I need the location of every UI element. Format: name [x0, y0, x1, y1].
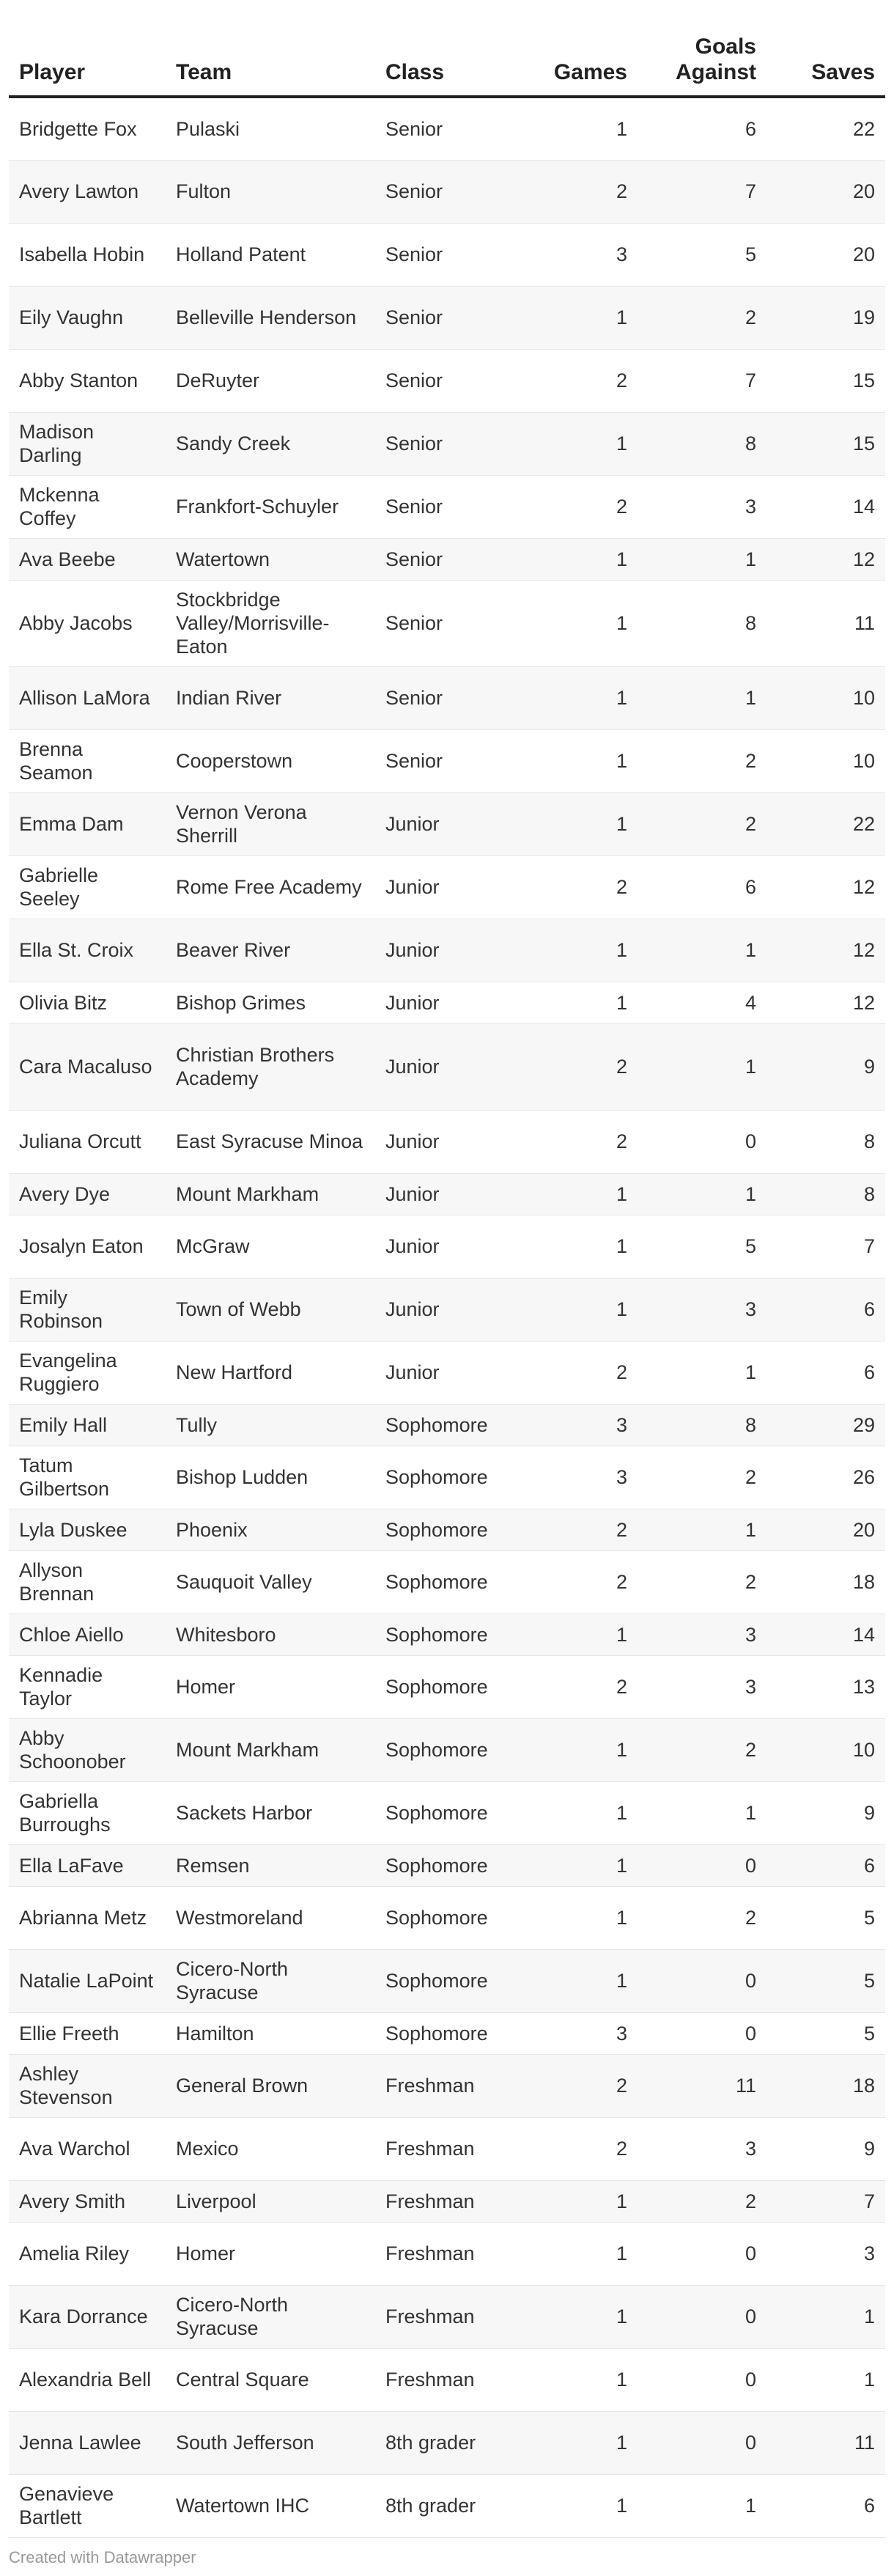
cell-games: 2	[514, 1341, 638, 1404]
cell-team: DeRuyter	[166, 349, 375, 412]
header-saves[interactable]: Saves	[766, 21, 885, 97]
cell-class: Junior	[375, 1341, 514, 1404]
cell-class: Junior	[375, 1023, 514, 1110]
cell-goals-against: 2	[638, 729, 766, 792]
cell-class: Freshman	[375, 2054, 514, 2117]
cell-team: East Syracuse Minoa	[166, 1110, 375, 1173]
cell-class: 8th grader	[375, 2411, 514, 2474]
cell-class: Junior	[375, 982, 514, 1023]
cell-goals-against: 1	[638, 1341, 766, 1404]
cell-player: Brenna Seamon	[9, 729, 166, 792]
cell-player: Tatum Gilbertson	[9, 1446, 166, 1509]
cell-goals-against: 1	[638, 919, 766, 982]
cell-team: Watertown	[166, 538, 375, 580]
cell-goals-against: 1	[638, 2474, 766, 2537]
cell-games: 1	[514, 97, 638, 160]
cell-saves: 19	[766, 286, 885, 349]
cell-team: Cooperstown	[166, 729, 375, 792]
cell-player: Olivia Bitz	[9, 982, 166, 1023]
table-row	[9, 2222, 885, 2285]
cell-saves: 14	[766, 475, 885, 538]
cell-player: Mckenna Coffey	[9, 475, 166, 538]
cell-team: Watertown IHC	[166, 2474, 375, 2537]
table-row	[9, 2285, 885, 2348]
cell-team: Christian Brothers Academy	[166, 1023, 375, 1110]
header-games[interactable]: Games	[514, 21, 638, 97]
table-row	[9, 475, 885, 538]
cell-goals-against: 2	[638, 1886, 766, 1949]
table-row	[9, 1949, 885, 2012]
cell-team: Fulton	[166, 160, 375, 223]
cell-games: 1	[514, 1215, 638, 1278]
cell-goals-against: 2	[638, 1446, 766, 1509]
cell-saves: 7	[766, 1215, 885, 1278]
cell-class: Senior	[375, 475, 514, 538]
cell-team: Central Square	[166, 2348, 375, 2411]
cell-player: Ava Beebe	[9, 538, 166, 580]
table-row	[9, 538, 885, 580]
cell-saves: 7	[766, 2180, 885, 2222]
cell-saves: 15	[766, 349, 885, 412]
cell-team: Remsen	[166, 1844, 375, 1886]
cell-team: Sackets Harbor	[166, 1781, 375, 1844]
cell-class: Sophomore	[375, 1404, 514, 1446]
cell-goals-against: 0	[638, 1844, 766, 1886]
cell-goals-against: 7	[638, 349, 766, 412]
cell-player: Emma Dam	[9, 792, 166, 855]
cell-team: Frankfort-Schuyler	[166, 475, 375, 538]
cell-player: Avery Lawton	[9, 160, 166, 223]
cell-saves: 6	[766, 1341, 885, 1404]
cell-player: Ella LaFave	[9, 1844, 166, 1886]
cell-player: Genavieve Bartlett	[9, 2474, 166, 2537]
cell-saves: 26	[766, 1446, 885, 1509]
cell-player: Abby Schoonober	[9, 1718, 166, 1781]
cell-team: Homer	[166, 1655, 375, 1718]
cell-goals-against: 1	[638, 666, 766, 729]
cell-player: Kara Dorrance	[9, 2285, 166, 2348]
cell-games: 2	[514, 855, 638, 919]
cell-goals-against: 2	[638, 2180, 766, 2222]
cell-team: Bishop Ludden	[166, 1446, 375, 1509]
cell-games: 1	[514, 412, 638, 475]
cell-saves: 14	[766, 1613, 885, 1655]
cell-saves: 3	[766, 2222, 885, 2285]
cell-class: Senior	[375, 538, 514, 580]
cell-team: Bishop Grimes	[166, 982, 375, 1023]
cell-saves: 6	[766, 1844, 885, 1886]
cell-saves: 12	[766, 855, 885, 919]
cell-player: Allyson Brennan	[9, 1550, 166, 1613]
cell-goals-against: 3	[638, 1613, 766, 1655]
table-row	[9, 580, 885, 666]
cell-goals-against: 3	[638, 1655, 766, 1718]
cell-class: Senior	[375, 729, 514, 792]
table-row	[9, 1215, 885, 1278]
cell-saves: 9	[766, 1023, 885, 1110]
cell-player: Gabrielle Seeley	[9, 855, 166, 919]
cell-saves: 20	[766, 160, 885, 223]
cell-games: 3	[514, 2012, 638, 2054]
cell-player: Madison Darling	[9, 412, 166, 475]
cell-player: Josalyn Eaton	[9, 1215, 166, 1278]
cell-team: Holland Patent	[166, 223, 375, 286]
cell-saves: 1	[766, 2348, 885, 2411]
cell-team: Liverpool	[166, 2180, 375, 2222]
cell-goals-against: 3	[638, 475, 766, 538]
cell-saves: 20	[766, 223, 885, 286]
cell-class: Junior	[375, 1215, 514, 1278]
cell-saves: 12	[766, 982, 885, 1023]
cell-team: Indian River	[166, 666, 375, 729]
table-row	[9, 1655, 885, 1718]
table-row	[9, 286, 885, 349]
cell-goals-against: 0	[638, 1949, 766, 2012]
cell-saves: 5	[766, 1886, 885, 1949]
cell-games: 1	[514, 2285, 638, 2348]
cell-player: Evangelina Ruggiero	[9, 1341, 166, 1404]
cell-saves: 13	[766, 1655, 885, 1718]
header-class[interactable]: Class	[375, 21, 514, 97]
cell-class: Sophomore	[375, 1718, 514, 1781]
cell-goals-against: 0	[638, 2222, 766, 2285]
cell-saves: 6	[766, 1278, 885, 1341]
table-row	[9, 1718, 885, 1781]
cell-team: Town of Webb	[166, 1278, 375, 1341]
table-row	[9, 792, 885, 855]
cell-saves: 18	[766, 1550, 885, 1613]
cell-player: Natalie LaPoint	[9, 1949, 166, 2012]
table-row	[9, 2012, 885, 2054]
table-row	[9, 1023, 885, 1110]
cell-player: Emily Robinson	[9, 1278, 166, 1341]
table-row	[9, 1173, 885, 1215]
cell-games: 1	[514, 666, 638, 729]
table-row	[9, 1886, 885, 1949]
cell-team: Mexico	[166, 2117, 375, 2180]
cell-goals-against: 6	[638, 97, 766, 160]
table-row	[9, 855, 885, 919]
cell-goals-against: 3	[638, 1278, 766, 1341]
cell-player: Ava Warchol	[9, 2117, 166, 2180]
cell-goals-against: 0	[638, 1110, 766, 1173]
table-row	[9, 412, 885, 475]
cell-goals-against: 5	[638, 223, 766, 286]
cell-saves: 10	[766, 729, 885, 792]
cell-class: Senior	[375, 412, 514, 475]
cell-goals-against: 4	[638, 982, 766, 1023]
cell-player: Allison LaMora	[9, 666, 166, 729]
cell-games: 1	[514, 1173, 638, 1215]
table-header	[9, 21, 885, 97]
cell-goals-against: 0	[638, 2348, 766, 2411]
cell-goals-against: 8	[638, 580, 766, 666]
cell-player: Kennadie Taylor	[9, 1655, 166, 1718]
cell-class: Senior	[375, 666, 514, 729]
cell-team: Tully	[166, 1404, 375, 1446]
cell-goals-against: 1	[638, 1023, 766, 1110]
cell-team: Mount Markham	[166, 1173, 375, 1215]
table-row	[9, 97, 885, 160]
cell-games: 1	[514, 1278, 638, 1341]
cell-team: Hamilton	[166, 2012, 375, 2054]
cell-saves: 8	[766, 1110, 885, 1173]
cell-goals-against: 3	[638, 2117, 766, 2180]
cell-goals-against: 6	[638, 855, 766, 919]
cell-games: 3	[514, 223, 638, 286]
cell-games: 2	[514, 2117, 638, 2180]
cell-saves: 22	[766, 792, 885, 855]
cell-goals-against: 7	[638, 160, 766, 223]
table-row	[9, 2117, 885, 2180]
cell-class: Freshman	[375, 2117, 514, 2180]
cell-games: 1	[514, 580, 638, 666]
table-row	[9, 160, 885, 223]
cell-team: Whitesboro	[166, 1613, 375, 1655]
cell-team: General Brown	[166, 2054, 375, 2117]
cell-player: Ella St. Croix	[9, 919, 166, 982]
cell-team: New Hartford	[166, 1341, 375, 1404]
cell-class: Senior	[375, 580, 514, 666]
cell-team: Cicero-North Syracuse	[166, 1949, 375, 2012]
cell-class: Junior	[375, 919, 514, 982]
cell-player: Chloe Aiello	[9, 1613, 166, 1655]
header-team[interactable]: Team	[166, 21, 375, 97]
cell-player: Isabella Hobin	[9, 223, 166, 286]
cell-class: Sophomore	[375, 1949, 514, 2012]
cell-player: Ellie Freeth	[9, 2012, 166, 2054]
header-row	[9, 21, 885, 97]
cell-team: Mount Markham	[166, 1718, 375, 1781]
table-row	[9, 1404, 885, 1446]
cell-player: Avery Smith	[9, 2180, 166, 2222]
cell-saves: 8	[766, 1173, 885, 1215]
cell-saves: 10	[766, 1718, 885, 1781]
cell-player: Alexandria Bell	[9, 2348, 166, 2411]
cell-team: McGraw	[166, 1215, 375, 1278]
cell-games: 2	[514, 1110, 638, 1173]
table-row	[9, 1278, 885, 1341]
cell-class: Sophomore	[375, 1550, 514, 1613]
cell-player: Cara Macaluso	[9, 1023, 166, 1110]
cell-class: Junior	[375, 1110, 514, 1173]
cell-class: Sophomore	[375, 1781, 514, 1844]
cell-team: Phoenix	[166, 1509, 375, 1550]
table-row	[9, 2348, 885, 2411]
table-row	[9, 1509, 885, 1550]
cell-games: 3	[514, 1446, 638, 1509]
cell-saves: 5	[766, 2012, 885, 2054]
cell-class: Senior	[375, 286, 514, 349]
cell-team: Cicero-North Syracuse	[166, 2285, 375, 2348]
cell-games: 1	[514, 1949, 638, 2012]
cell-saves: 11	[766, 2411, 885, 2474]
cell-goals-against: 8	[638, 1404, 766, 1446]
cell-goals-against: 1	[638, 1781, 766, 1844]
cell-class: Freshman	[375, 2285, 514, 2348]
cell-games: 1	[514, 792, 638, 855]
cell-class: Sophomore	[375, 1446, 514, 1509]
cell-team: Sauquoit Valley	[166, 1550, 375, 1613]
table-row	[9, 1550, 885, 1613]
cell-goals-against: 11	[638, 2054, 766, 2117]
cell-saves: 9	[766, 2117, 885, 2180]
cell-games: 2	[514, 2054, 638, 2117]
header-goals-against[interactable]: Goals Against	[638, 21, 766, 97]
cell-games: 2	[514, 1509, 638, 1550]
cell-games: 2	[514, 1550, 638, 1613]
cell-class: Sophomore	[375, 1844, 514, 1886]
table-row	[9, 349, 885, 412]
cell-games: 1	[514, 1844, 638, 1886]
cell-player: Abrianna Metz	[9, 1886, 166, 1949]
cell-games: 2	[514, 1023, 638, 1110]
table-row	[9, 1110, 885, 1173]
cell-games: 3	[514, 1404, 638, 1446]
table-row	[9, 2411, 885, 2474]
cell-player: Avery Dye	[9, 1173, 166, 1215]
cell-goals-against: 2	[638, 1718, 766, 1781]
cell-games: 1	[514, 1718, 638, 1781]
cell-player: Abby Jacobs	[9, 580, 166, 666]
cell-saves: 20	[766, 1509, 885, 1550]
cell-class: Sophomore	[375, 1655, 514, 1718]
cell-games: 1	[514, 538, 638, 580]
cell-player: Eily Vaughn	[9, 286, 166, 349]
cell-saves: 29	[766, 1404, 885, 1446]
cell-goals-against: 2	[638, 792, 766, 855]
cell-goals-against: 2	[638, 1550, 766, 1613]
table-row	[9, 2180, 885, 2222]
cell-saves: 6	[766, 2474, 885, 2537]
cell-class: Senior	[375, 97, 514, 160]
table-body	[9, 97, 885, 2537]
table-row	[9, 919, 885, 982]
cell-games: 1	[514, 2474, 638, 2537]
cell-games: 2	[514, 160, 638, 223]
cell-saves: 5	[766, 1949, 885, 2012]
cell-games: 1	[514, 2180, 638, 2222]
table-row	[9, 1844, 885, 1886]
table-row	[9, 1341, 885, 1404]
cell-player: Gabriella Burroughs	[9, 1781, 166, 1844]
cell-saves: 12	[766, 919, 885, 982]
table-row	[9, 2054, 885, 2117]
header-player[interactable]: Player	[9, 21, 166, 97]
cell-goals-against: 8	[638, 412, 766, 475]
cell-goals-against: 0	[638, 2411, 766, 2474]
cell-player: Jenna Lawlee	[9, 2411, 166, 2474]
table-row	[9, 223, 885, 286]
cell-games: 1	[514, 1613, 638, 1655]
cell-class: Freshman	[375, 2222, 514, 2285]
cell-saves: 15	[766, 412, 885, 475]
cell-games: 2	[514, 475, 638, 538]
cell-team: Westmoreland	[166, 1886, 375, 1949]
cell-class: Freshman	[375, 2180, 514, 2222]
cell-class: Junior	[375, 792, 514, 855]
cell-games: 1	[514, 2348, 638, 2411]
table-row	[9, 1781, 885, 1844]
cell-games: 1	[514, 919, 638, 982]
cell-games: 1	[514, 1886, 638, 1949]
cell-goals-against: 1	[638, 1509, 766, 1550]
cell-saves: 11	[766, 580, 885, 666]
cell-class: Sophomore	[375, 2012, 514, 2054]
cell-player: Abby Stanton	[9, 349, 166, 412]
cell-class: Senior	[375, 223, 514, 286]
cell-class: Junior	[375, 1173, 514, 1215]
table-row	[9, 2474, 885, 2537]
cell-games: 1	[514, 729, 638, 792]
cell-player: Lyla Duskee	[9, 1509, 166, 1550]
cell-class: 8th grader	[375, 2474, 514, 2537]
cell-saves: 22	[766, 97, 885, 160]
cell-goals-against: 1	[638, 538, 766, 580]
cell-games: 1	[514, 1781, 638, 1844]
cell-goals-against: 0	[638, 2012, 766, 2054]
cell-team: South Jefferson	[166, 2411, 375, 2474]
table-row	[9, 1446, 885, 1509]
cell-goals-against: 1	[638, 1173, 766, 1215]
cell-games: 1	[514, 2222, 638, 2285]
cell-goals-against: 2	[638, 286, 766, 349]
cell-player: Bridgette Fox	[9, 97, 166, 160]
cell-saves: 18	[766, 2054, 885, 2117]
cell-saves: 9	[766, 1781, 885, 1844]
cell-class: Sophomore	[375, 1509, 514, 1550]
datawrapper-credit[interactable]: Created with Datawrapper	[9, 2548, 196, 2566]
table-row	[9, 982, 885, 1023]
cell-team: Pulaski	[166, 97, 375, 160]
table-row	[9, 666, 885, 729]
cell-team: Stockbridge Valley/Morrisville-Eaton	[166, 580, 375, 666]
cell-saves: 1	[766, 2285, 885, 2348]
cell-player: Juliana Orcutt	[9, 1110, 166, 1173]
cell-team: Vernon Verona Sherrill	[166, 792, 375, 855]
cell-class: Sophomore	[375, 1886, 514, 1949]
cell-class: Junior	[375, 1278, 514, 1341]
cell-class: Freshman	[375, 2348, 514, 2411]
cell-goals-against: 5	[638, 1215, 766, 1278]
cell-class: Junior	[375, 855, 514, 919]
cell-goals-against: 0	[638, 2285, 766, 2348]
cell-games: 2	[514, 1655, 638, 1718]
cell-class: Senior	[375, 160, 514, 223]
cell-games: 2	[514, 349, 638, 412]
goalie-stats-table	[9, 21, 885, 2538]
cell-player: Ashley Stevenson	[9, 2054, 166, 2117]
cell-games: 1	[514, 982, 638, 1023]
cell-team: Beaver River	[166, 919, 375, 982]
cell-player: Emily Hall	[9, 1404, 166, 1446]
cell-team: Rome Free Academy	[166, 855, 375, 919]
table-row	[9, 729, 885, 792]
table-row	[9, 1613, 885, 1655]
cell-player: Amelia Riley	[9, 2222, 166, 2285]
cell-class: Senior	[375, 349, 514, 412]
cell-saves: 12	[766, 538, 885, 580]
cell-team: Homer	[166, 2222, 375, 2285]
cell-team: Belleville Henderson	[166, 286, 375, 349]
cell-games: 1	[514, 2411, 638, 2474]
cell-class: Sophomore	[375, 1613, 514, 1655]
cell-team: Sandy Creek	[166, 412, 375, 475]
cell-games: 1	[514, 286, 638, 349]
cell-saves: 10	[766, 666, 885, 729]
